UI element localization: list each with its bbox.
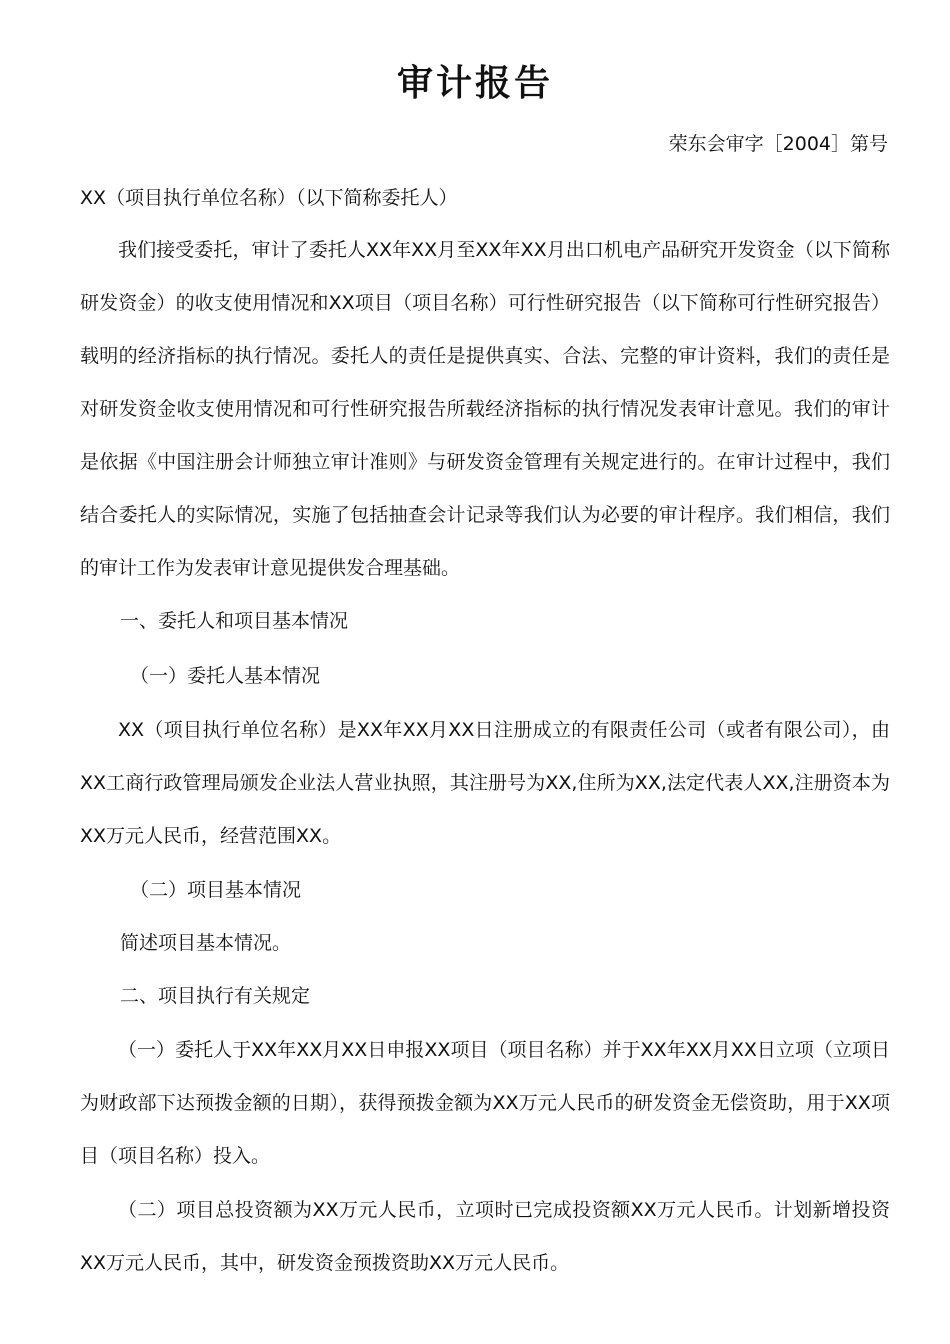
section2-item2: （二）项目总投资额为XX万元人民币，立项时已完成投资额XX万元人民币。计划新增投资XX万元人民币，其中，研发资金预拨资助XX万元人民币。	[80, 1199, 890, 1274]
reference-number: 荣东会审字［2004］第号	[668, 133, 888, 155]
document-title: 审计报告	[396, 63, 553, 104]
section1-sub2-heading: （二）项目基本情况	[130, 879, 302, 901]
addressee: XX（项目执行单位名称）（以下简称委托人）	[80, 187, 458, 209]
section2-item1: （一）委托人于XX年XX月XX日申报XX项目（项目名称）并于XX年XX月XX日立项（立项日为财政部下达预拨金额的日期），获得预拨金额为XX万元人民币的研发资金无偿资助，用于XX项目（项目名称）投入。	[80, 1039, 890, 1167]
section2-heading: 二、项目执行有关规定	[120, 985, 311, 1007]
section1-sub1-heading: （一）委托人基本情况	[130, 665, 321, 687]
section1-heading: 一、委托人和项目基本情况	[120, 610, 349, 632]
intro-paragraph: 我们接受委托，审计了委托人XX年XX月至XX年XX月出口机电产品研究开发资金（以下简称研发资金）的收支使用情况和XX项目（项目名称）可行性研究报告（以下简称可行性研究报告）载明的经济指标的执行情况。委托人的责任是提供真实、合法、完整的审计资料，我们的责任是对研发资金收支使用情况和可行性研究报告所载经济指标的执行情况发表审计意见。我们的审计是依据《中国注册会计师独立审计准则》与研发资金管理有关规定进行的。在审计过程中，我们结合委托人的实际情况，实施了包括抽查会计记录等我们认为必要的审计程序。我们相信，我们的审计工作为发表审计意见提供发合理基础。	[80, 239, 890, 579]
section1-sub1-text: XX（项目执行单位名称）是XX年XX月XX日注册成立的有限责任公司（或者有限公司），由XX工商行政管理局颁发企业法人营业执照，其注册号为XX,住所为XX,法定代表人XX,注册资本为XX万元人民币，经营范围XX。	[80, 719, 890, 847]
section1-sub2-text: 简述项目基本情况。	[120, 932, 292, 954]
